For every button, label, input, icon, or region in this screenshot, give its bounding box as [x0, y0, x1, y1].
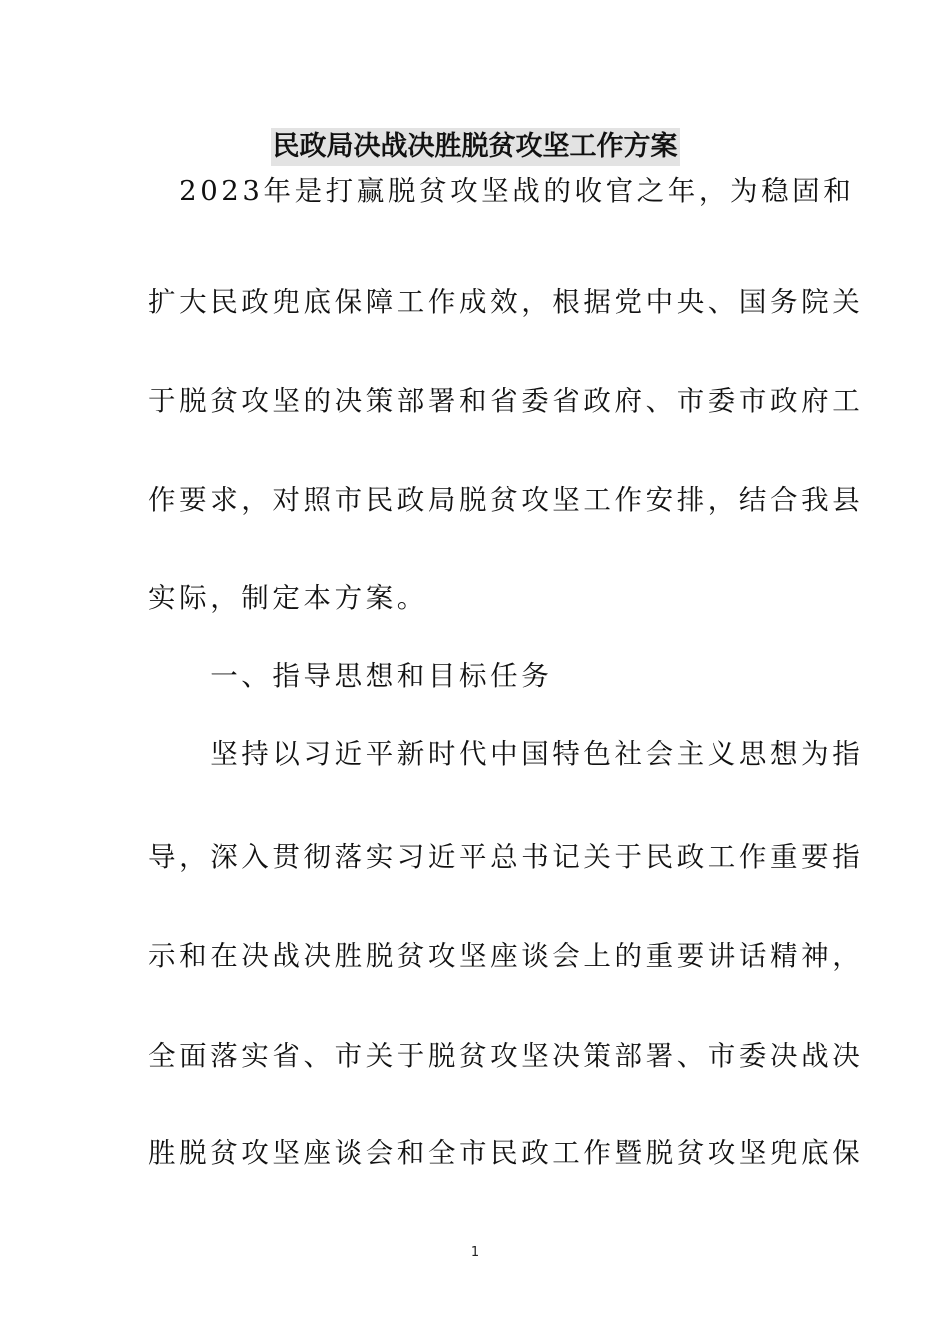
paragraph-line: 扩大民政兜底保障工作成效，根据党中央、国务院关: [148, 286, 864, 318]
paragraph-line: 作要求，对照市民政局脱贫攻坚工作安排，结合我县: [148, 484, 864, 516]
paragraph-line: 2023年是打赢脱贫攻坚战的收官之年，为稳固和: [148, 175, 855, 207]
paragraph-line: 实际，制定本方案。: [148, 582, 428, 614]
paragraph-line: 导，深入贯彻落实习近平总书记关于民政工作重要指: [148, 841, 864, 873]
page-number: 1: [470, 1245, 480, 1260]
title-wrapper: [0, 128, 950, 166]
section-heading: 一、指导思想和目标任务: [148, 660, 553, 692]
paragraph-line: 全面落实省、市关于脱贫攻坚决策部署、市委决战决: [148, 1040, 864, 1072]
paragraph-line: 于脱贫攻坚的决策部署和省委省政府、市委市政府工: [148, 385, 864, 417]
paragraph-line: 坚持以习近平新时代中国特色社会主义思想为指: [148, 738, 864, 770]
paragraph-line: 示和在决战决胜脱贫攻坚座谈会上的重要讲话精神，: [148, 940, 864, 972]
paragraph-line: 胜脱贫攻坚座谈会和全市民政工作暨脱贫攻坚兜底保: [148, 1137, 864, 1169]
document-title: 民政局决战决胜脱贫攻坚工作方案: [271, 128, 680, 166]
